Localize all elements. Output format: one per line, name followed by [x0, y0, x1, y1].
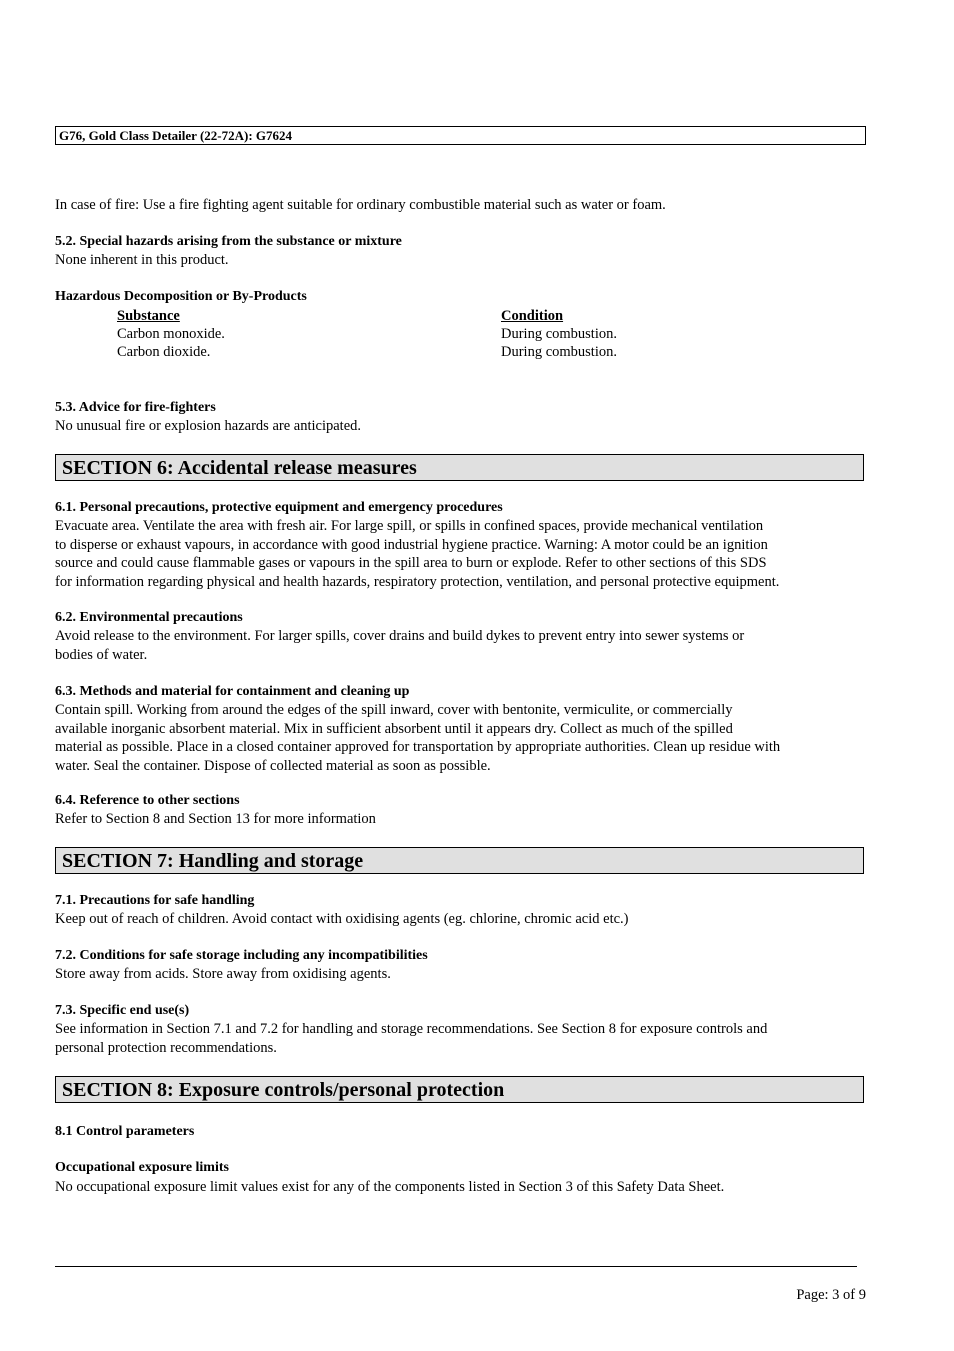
text-line: for information regarding physical and health hazards, respiratory protection, ventilation, and personal protective equipment.	[55, 573, 780, 590]
s6-1-text	[55, 517, 866, 591]
s5-2-heading: 5.2. Special hazards arising from the substance or mixture	[55, 234, 402, 249]
col-condition: Condition	[501, 308, 564, 324]
text-line: to disperse or exhaust vapours, in accordance with good industrial hygiene practice. Warning: A motor could be an ignition	[55, 536, 768, 553]
s6-4-text: Refer to Section 8 and Section 13 for more information	[55, 811, 376, 827]
hazdecomp-table	[117, 307, 717, 361]
s8-1-heading: 8.1 Control parameters	[55, 1124, 195, 1139]
s5-3-heading: 5.3. Advice for fire-fighters	[55, 400, 216, 415]
product-header-box	[55, 126, 866, 145]
section-8-banner	[55, 1076, 864, 1103]
hazdecomp-heading: Hazardous Decomposition or By-Products	[55, 289, 307, 304]
s7-3-text	[55, 1020, 866, 1057]
s6-1-heading: 6.1. Personal precautions, protective equipment and emergency procedures	[55, 500, 503, 515]
text-line: available inorganic absorbent material. Mix in sufficient absorbent until it appears dry. Collect as much of the spilled	[55, 720, 733, 737]
section-8-title: SECTION 8: Exposure controls/personal protection	[62, 1079, 505, 1101]
substance-cell: Carbon dioxide.	[117, 344, 211, 360]
s6-3-text	[55, 701, 866, 775]
text-line: bodies of water.	[55, 646, 148, 663]
s7-3-heading: 7.3. Specific end use(s)	[55, 1003, 190, 1018]
text-line: water. Seal the container. Dispose of collected material as soon as possible.	[55, 757, 491, 774]
section-7-title: SECTION 7: Handling and storage	[62, 850, 364, 872]
s7-1-text: Keep out of reach of children. Avoid contact with oxidising agents (eg. chlorine, chromic acid etc.)	[55, 911, 629, 927]
text-line: Evacuate area. Ventilate the area with fresh air. For large spill, or spills in confined spaces, provide mechanical ventilation	[55, 518, 764, 534]
table-row	[117, 325, 717, 343]
condition-cell: During combustion.	[501, 344, 617, 360]
text-line: material as possible. Place in a closed container approved for transportation by appropriate authorities. Clean up residue with	[55, 739, 781, 755]
s6-2-text	[55, 627, 866, 664]
oel-text: No occupational exposure limit values exist for any of the components listed in Section 3 of this Safety Data Sheet.	[55, 1179, 725, 1195]
s6-4-heading: 6.4. Reference to other sections	[55, 793, 240, 808]
text-line: See information in Section 7.1 and 7.2 for handling and storage recommendations. See Section 8 for exposure controls and	[55, 1021, 768, 1037]
text-line: source and could cause flammable gases or vapours in the spill area to burn or explode. Refer to other sections of this SDS	[55, 555, 767, 571]
fire-text: In case of fire: Use a fire fighting agent suitable for ordinary combustible material such as water or foam.	[55, 197, 666, 213]
s6-2-heading: 6.2. Environmental precautions	[55, 610, 243, 625]
product-name: G76, Gold Class Detailer (22-72A): G7624	[59, 128, 293, 143]
substance-cell: Carbon monoxide.	[117, 326, 225, 342]
text-line: Avoid release to the environment. For larger spills, cover drains and build dykes to prevent entry into sewer systems or	[55, 628, 745, 644]
table-header-row	[117, 307, 717, 325]
section-6-banner	[55, 454, 864, 481]
text-line: Contain spill. Working from around the edges of the spill inward, cover with bentonite, vermiculite, or commercially	[55, 702, 733, 718]
text-line: personal protection recommendations.	[55, 1039, 277, 1056]
oel-heading: Occupational exposure limits	[55, 1160, 229, 1175]
condition-cell: During combustion.	[501, 326, 617, 342]
section-7-banner	[55, 847, 864, 874]
s7-2-heading: 7.2. Conditions for safe storage including any incompatibilities	[55, 948, 428, 963]
s7-1-heading: 7.1. Precautions for safe handling	[55, 893, 255, 908]
col-substance: Substance	[117, 308, 180, 324]
section-6-title: SECTION 6: Accidental release measures	[62, 457, 417, 479]
s6-3-heading: 6.3. Methods and material for containment and cleaning up	[55, 684, 410, 699]
table-row	[117, 343, 717, 361]
s5-2-text: None inherent in this product.	[55, 252, 229, 268]
page-number: Page: 3 of 9	[796, 1287, 866, 1303]
s7-2-text: Store away from acids. Store away from oxidising agents.	[55, 966, 391, 982]
s5-3-text: No unusual fire or explosion hazards are anticipated.	[55, 418, 362, 434]
footer-divider	[55, 1266, 857, 1267]
